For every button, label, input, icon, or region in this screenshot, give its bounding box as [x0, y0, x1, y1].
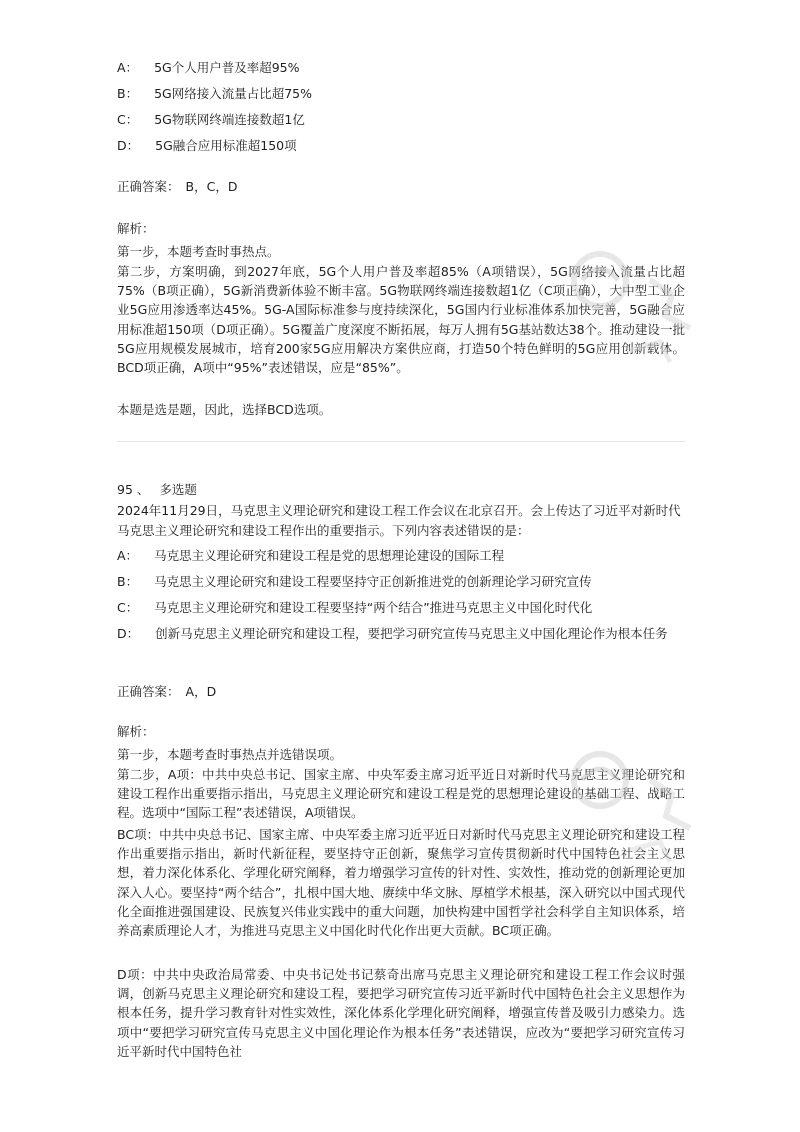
option-text: 5G融合应用标准超150项	[155, 138, 297, 153]
option-letter: D：	[117, 138, 140, 153]
q2-option-a[interactable]	[117, 546, 685, 572]
q2-header	[117, 480, 197, 500]
q2-answer	[117, 682, 216, 702]
q1-option-d[interactable]	[117, 136, 685, 162]
q2-analysis-d: D项：中共中央政治局常委、中央书记处书记蔡奇出席马克思主义理论研究和建设工程工作会议时强调，创新马克思主义理论研究和建设工程，要把学习研究宣传习近平新时代中国特色社会主义思想作为根本任务，提升学习教育针对性实效性，深化体系化学理化研究阐释，增强宣传普及吸引力感染力。选项中“要把学习研究宣传马克思主义中国化理论作为根本任务”表述错误，应改为“要把学习研究宣传习近平新时代中国特色社	[117, 967, 685, 1059]
q1-analysis-step2: 第二步，方案明确，到2027年底，5G个人用户普及率超85%（A项错误），5G网络接入流量占比超75%（B项正确），5G新消费新体验不断丰富。5G物联网终端连接数超1亿（C项正确），大中型工业企业5G应用渗透率达45%。5G-A国际标准参与度持续深化，5G国内行业标准体系加快完善，5G融合应用标准超150项（D项正确）。5G覆盖广度深度不断拓展，每万人拥有5G基站数达38个。推动建设一批5G应用规模发展城市，培育200家5G应用解决方案供应商，打造50个特色鲜明的5G应用创新载体。BCD项正确，A项中“95%”表述错误，应是“85%”。	[117, 264, 685, 376]
q1-analysis-label: 解析：	[117, 221, 155, 236]
question-divider	[117, 441, 685, 442]
option-letter: C：	[117, 112, 139, 127]
q2-analysis-bc: BC项：中共中央总书记、国家主席、中央军委主席习近平近日对新时代马克思主义理论研究和建设工程作出重要指示指出，新时代新征程，要坚持守正创新，聚焦学习宣传贯彻新时代中国特色社会主义思想，着力深化体系化、学理化研究阐释，着力增强学习宣传的针对性、实效性，推动党的创新理论更加深入人心。要坚持“两个结合”，扎根中国大地、赓续中华文脉、厚植学术根基，深入研究以中国式现代化全面推进强国建设、民族复兴伟业实践中的重大问题，加快构建中国哲学社会科学自主知识体系，培养高素质理论人才，为推进马克思主义中国化时代化作出更大贡献。BC项正确。	[117, 827, 685, 939]
question-type: 多选题	[159, 482, 197, 497]
option-text: 5G物联网终端连接数超1亿	[154, 112, 305, 127]
watermark-logo	[560, 240, 710, 390]
q1-option-a[interactable]	[117, 58, 685, 84]
option-text: 马克思主义理论研究和建设工程要坚持守正创新推进党的创新理论学习研究宣传	[154, 574, 592, 589]
q2-stem: 2024年11月29日，马克思主义理论研究和建设工程工作会议在北京召开。会上传达了习近平对新时代马克思主义理论研究和建设工程作出的重要指示。下列内容表述错误的是：	[117, 503, 681, 538]
q2-option-c[interactable]	[117, 598, 685, 624]
option-letter: B：	[117, 86, 139, 101]
option-text: 创新马克思主义理论研究和建设工程，要把学习研究宣传马克思主义中国化理论作为根本任务	[155, 626, 668, 641]
answer-value: B，C，D	[185, 179, 238, 194]
option-letter: B：	[117, 574, 139, 589]
q2-analysis-step1: 第一步，本题考查时事热点并选错误项。	[117, 747, 343, 762]
answer-label: 正确答案：	[117, 684, 180, 699]
q1-options	[117, 58, 685, 162]
q2-options	[117, 546, 685, 650]
option-text: 马克思主义理论研究和建设工程是党的思想理论建设的国际工程	[154, 548, 505, 563]
option-letter: A：	[117, 60, 139, 75]
q1-option-b[interactable]	[117, 84, 685, 110]
q2-analysis-label: 解析：	[117, 724, 155, 739]
question-number: 95 、	[117, 482, 150, 497]
option-letter: C：	[117, 600, 139, 615]
q1-analysis-step1: 第一步，本题考查时事热点。	[117, 244, 280, 259]
answer-value: A，D	[185, 684, 217, 699]
q2-option-d[interactable]	[117, 624, 685, 644]
option-text: 马克思主义理论研究和建设工程要坚持“两个结合”推进马克思主义中国化时代化	[154, 600, 593, 615]
q2-option-b[interactable]	[117, 572, 685, 598]
option-letter: A：	[117, 548, 139, 563]
q1-option-c[interactable]	[117, 110, 685, 136]
q1-analysis-conclusion: 本题是选是题，因此，选择BCD选项。	[117, 402, 332, 417]
q1-answer	[117, 177, 237, 197]
option-text: 5G个人用户普及率超95%	[154, 60, 300, 75]
option-text: 5G网络接入流量占比超75%	[154, 86, 313, 101]
q2-analysis-a: 第二步，A项：中共中央总书记、国家主席、中央军委主席习近平近日对新时代马克思主义理论研究和建设工程作出重要指示指出，马克思主义理论研究和建设工程是党的思想理论建设的基础工程、战略工程。选项中“国际工程”表述错误，A项错误。	[117, 767, 685, 821]
watermark-logo	[560, 740, 710, 890]
answer-label: 正确答案：	[117, 179, 180, 194]
option-letter: D：	[117, 626, 140, 641]
